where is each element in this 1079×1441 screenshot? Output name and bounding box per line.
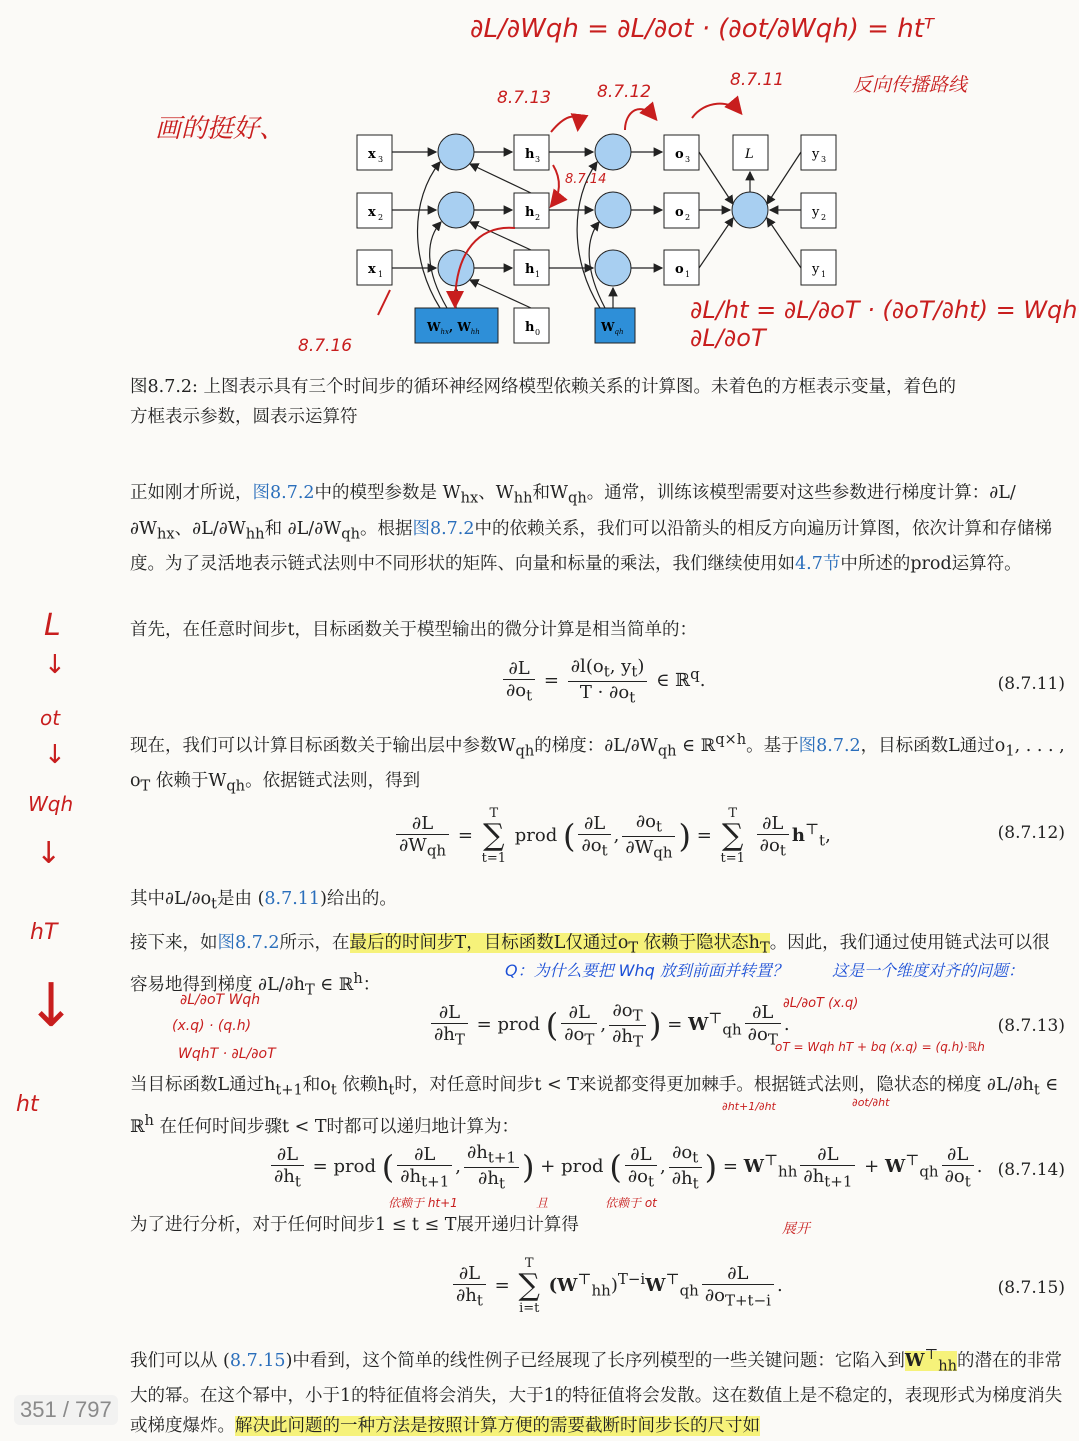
ink-chain-arrow2: ↓ [44,740,66,770]
paragraph-3: 现在，我们可以计算目标函数关于输出层中参数$W_{qh}$的梯度：$\partial L/\partial W_{qh}$ ∈ ℝ$^{q\times h}$。基于图8.7.2，目标函数L通过$o_1$, . . . , $o_T$ 依赖于$W_{qh}$。依据链式法则，得到 [130,731,1065,795]
svg-text:1: 1 [821,270,827,279]
paragraph-2: 首先，在任意时间步t，目标函数关于模型输出的微分计算是相当简单的： [130,620,698,640]
node-h2 [514,193,549,228]
ink-8711: 8.7.11 [730,70,785,90]
equation-number-8-7-11: (8.7.11) [997,674,1065,694]
link-fig-3[interactable]: 图8.7.2 [798,735,861,756]
equation-8-7-15: $\frac{\partial L}{\partial h_t}$ = T ∑ i=t $(W^⊤_{hh})^{T-i}W^⊤_{qh}$ $\frac{\partial L}{\partial o_{T+t-i}}$ . [450,1256,783,1316]
svg-text:h: h [525,320,535,335]
svg-text:L: L [745,147,754,162]
svg-text:Whx, Whh: $W_{hx}$, $W_{hh}$ [427,320,480,336]
ink-blue-question: Q：为什么要把 Whq 放到前面并转置？ [505,961,788,980]
ink-reverse-path: 反向传播路线 [853,74,968,96]
svg-text:o: o [675,147,684,162]
paragraph-5: 接下来，如图8.7.2所示，在最后的时间步T，目标函数L仅通过$o_T$ 依赖于隐状态$h_T$。因此，我们通过使用链式法可以很容易地得到梯度 $\partial L/\partial h_T$ ∈ ℝ$^h$： [130,933,1050,998]
svg-text:3: 3 [378,155,384,164]
ink-8714: 8.7.14 [565,172,607,187]
equation-8-7-11: $\frac{\partial L}{\partial o_t}$ = $\frac{\partial l(o_t, y_t)}{T \cdot \partial o_t}$ ∈ ℝ$^q$. [500,656,706,706]
svg-text:3: 3 [821,155,827,164]
ink-dims-3: WqhT · ∂L/∂oT [178,1046,276,1062]
equation-number-8-7-14: (8.7.14) [997,1160,1065,1180]
op-node-loss [732,192,768,228]
link-section-4-7[interactable]: 4.7节 [795,554,841,574]
svg-text:o: o [675,262,684,277]
paragraph-6: 当目标函数L通过$h_{t+1}$和$o_t$ 依赖$h_t$时，对任意时间步t < T来说都变得更加棘手。根据链式法则，隐状态的梯度 $\partial L/\partial h_t$ ∈ ℝ$^h$ 在任何时间步骤t < T时都可以递归地计算为： [130,1075,1059,1137]
node-y2 [801,193,836,228]
ink-8713: 8.7.13 [497,88,552,108]
op-node-h3 [438,134,474,170]
ink-8716: 8.7.16 [298,336,353,356]
ink-expand: 展开 [782,1221,810,1237]
node-h1 [514,250,549,285]
svg-text:Wqh: $W_{qh}$ [601,320,624,336]
svg-text:1: 1 [535,270,541,279]
equation-8-7-14: $\frac{\partial L}{\partial h_t}$ = prod ( $\frac{\partial L}{\partial h_{t+1}}$ , $\frac{\partial h_{t+1}}{\partial h_t}$ ) + prod ( $\frac{\partial L}{\partial o_t}$ , $\frac{\partial o_t}{\partial h_t}$ ) = $W^⊤_{hh}$ $\frac{\partial L}{\partial h_{t+1}}$ + $W^⊤_{qh}$ $\frac{\partial L}{\partial o_t}$ . [268,1142,983,1192]
svg-text:h: h [525,262,535,277]
node-y3 [801,135,836,170]
svg-text:y: y [812,262,820,277]
ink-dims-2: (x.q) · (q.h) [172,1018,252,1034]
svg-text:3: 3 [535,155,541,164]
ink-chain-wqh: Wqh [28,792,74,816]
ink-do: ∂ot/∂ht [852,1096,890,1109]
svg-text:0: 0 [535,328,541,337]
link-fig-2[interactable]: 图8.7.2 [412,518,475,539]
ink-chain-arrow4: ↓ [26,971,77,1041]
ink-left-note: 画的挺好、 [155,114,286,144]
op-node-o1 [595,250,631,286]
svg-text:x: x [368,262,376,277]
link-fig-1[interactable]: 图8.7.2 [252,483,315,503]
paragraph-1: 正如刚才所说，图8.7.2中的模型参数是 $W_{hx}$、$W_{hh}$和$W_{qh}$。通常，训练该模型需要对这些参数进行梯度计算：$\partial L/\partial W_{hx}$、$\partial L/\partial W_{hh}$和 $\partial L/\partial W_{qh}$。根据图8.7.2中的依赖关系，我们可以沿箭头的相反方向遍历计算图，依次计算和存储梯度。为了灵活地表示链式法则中不同形状的矩阵、向量和标量的乘法，我们继续使用如4.7节中所述的prod运算符。 [130,483,1052,574]
svg-text:y: y [812,205,820,220]
node-L [733,135,768,170]
node-x1 [357,250,392,285]
node-h3 [514,135,549,170]
equation-number-8-7-15: (8.7.15) [997,1278,1065,1298]
ink-right-1: ∂L/∂oT (x.q) [783,996,859,1011]
paragraph-7: 为了进行分析，对于任何时间步1 ≤ t ≤ T展开递归计算得 [130,1215,579,1235]
node-x2 [357,193,392,228]
equation-number-8-7-13: (8.7.13) [997,1016,1065,1036]
equation-number-8-7-12: (8.7.12) [997,823,1065,843]
svg-text:x: x [368,147,376,162]
op-node-o2 [595,192,631,228]
svg-text:h: h [525,205,535,220]
paragraph-8: 我们可以从 (8.7.15)中看到，这个简单的线性例子已经展现了长序列模型的一些关键问题：它陷入到$W^⊤_{hh}$的潜在的非常大的幂。在这个幂中，小于1的特征值将会消失，大于1的特征值将会发散。这在数值上是不稳定的，表现形式为梯度消失或梯度爆炸。解决此问题的一种方法是按照计算方便的需要截断时间步长的尺寸如 [130,1346,1063,1437]
equation-8-7-12: $\frac{\partial L}{\partial W_{qh}}$ = T ∑ t=1 prod ( $\frac{\partial L}{\partial o_t}$ , $\frac{\partial o_t}{\partial W_{qh}}$ ) = T ∑ t=1 $\frac{\partial L}{\partial o_t}$ $h^⊤_t$, [393,806,831,866]
node-o2 [664,193,699,228]
svg-text:x: x [368,205,376,220]
ink-dh: ∂ht+1/∂ht [722,1100,776,1113]
svg-text:2: 2 [378,213,384,222]
svg-text:3: 3 [685,155,691,164]
caption-line-1: 图8.7.2: 上图表示具有三个时间步的循环神经网络模型依赖关系的计算图。未着色的方框表示变量，着色的 [130,377,956,397]
link-eq-8-7-15[interactable]: 8.7.15 [229,1350,286,1371]
ink-right-formula: ∂L/ht = ∂L/∂oT · (∂oT/∂ht) = Wqh ∂L/∂oT [690,296,1078,352]
ink-chain-ot: ot [40,706,61,730]
ink-chain-ht: ht [16,1092,39,1117]
link-fig-4[interactable]: 图8.7.2 [217,933,280,953]
ink-chain-L: L [44,608,61,643]
node-o3 [664,135,699,170]
svg-text:2: 2 [685,213,691,222]
param-whx-whh [415,308,498,343]
ink-chain-arrow1: ↓ [44,650,66,680]
param-wqh [595,308,635,343]
svg-text:1: 1 [685,270,691,279]
ink-chain-arrow3: ↓ [36,836,62,871]
svg-text:h: h [525,147,535,162]
op-node-o3 [595,134,631,170]
ink-right-2: oT = Wqh hT + bq (x.q) = (q.h)·ℝh [775,1040,985,1054]
ink-blue-answer: 这是一个维度对齐的问题： [832,961,1025,980]
page-indicator: 351 / 797 [14,1395,118,1425]
ink-chain-hT: hT [30,920,58,945]
node-x3 [357,135,392,170]
svg-text:y: y [812,147,820,162]
svg-text:o: o [675,205,684,220]
svg-text:2: 2 [535,213,541,222]
ink-and: 且 [536,1196,549,1210]
ink-dep-2: 依赖于 ot [605,1196,657,1210]
ink-8712: 8.7.12 [597,82,652,102]
svg-text:1: 1 [378,270,384,279]
ink-dep-1: 依赖于 ht+1 [388,1196,458,1210]
figure-caption [130,372,1065,432]
equation-8-7-13: $\frac{\partial L}{\partial h_T}$ = prod ( $\frac{\partial L}{\partial o_T}$ , $\frac{\partial o_T}{\partial h_T}$ ) = $W^⊤_{qh}$ $\frac{\partial L}{\partial o_T}$ . [428,1000,790,1050]
link-eq-8-7-11[interactable]: 8.7.11 [264,889,321,909]
node-h0 [514,308,549,343]
node-o1 [664,250,699,285]
op-node-h2 [438,192,474,228]
caption-line-2: 方框表示参数，圆表示运算符 [130,407,358,427]
paragraph-4: 其中$\partial L/\partial o_t$是由 (8.7.11)给出的。 [130,889,397,913]
node-y1 [801,250,836,285]
svg-text:2: 2 [821,213,827,222]
ink-top-formula: ∂L/∂Wqh = ∂L/∂ot · (∂ot/∂Wqh) = htᵀ [470,14,934,44]
ink-dims-1: ∂L/∂oT Wqh [180,992,261,1008]
